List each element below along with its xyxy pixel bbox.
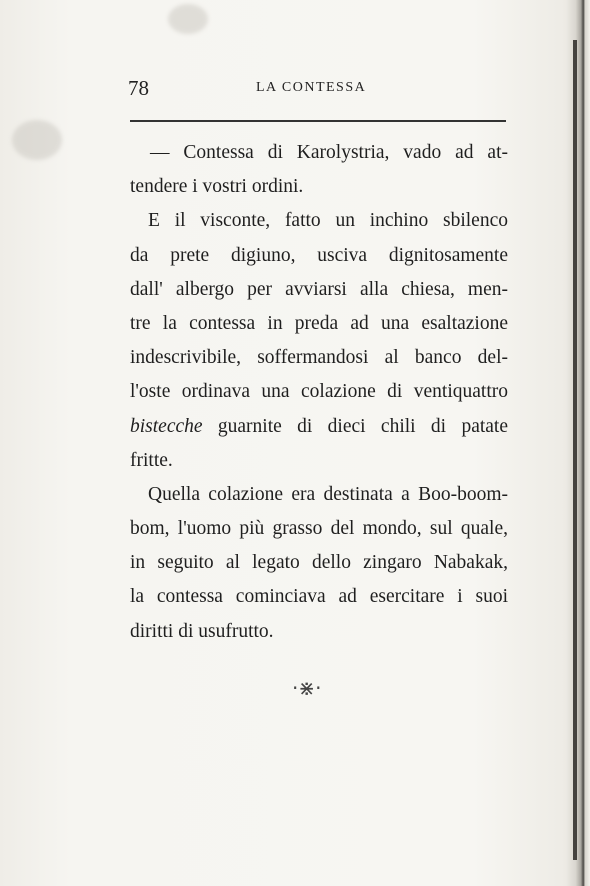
text-line: — Contessa di Karolystria, vado ad at- <box>150 142 508 163</box>
text-line: diritti di usufrutto. <box>130 620 274 642</box>
page-number: 78 <box>128 76 149 100</box>
text-line: da prete digiuno, usciva dignitosamente <box>130 244 508 266</box>
text-line: la contessa cominciava ad esercitare i suoi <box>130 586 508 608</box>
text-line: Quella colazione era destinata a Boo-boom- <box>148 483 508 505</box>
binding-edge <box>573 40 577 860</box>
text-line: tre la contessa in preda ad una esaltazione <box>130 312 508 334</box>
text-line: fritte. <box>130 449 173 471</box>
italic-word: bistecche <box>130 415 203 437</box>
section-ornament: ·⋇· <box>292 676 322 700</box>
body-text <box>130 136 508 649</box>
paper-smudge <box>168 4 208 34</box>
text-line: dall' albergo per avviarsi alla chiesa, men- <box>130 278 508 300</box>
text-line: in seguito al legato dello zingaro Nabakak, <box>130 552 508 574</box>
page-header <box>128 72 506 104</box>
page-edge-shadow <box>566 0 590 886</box>
text-line: l'oste ordinava una colazione di ventiquattro <box>130 381 508 403</box>
text-line: bom, l'uomo più grasso del mondo, sul quale, <box>130 518 508 540</box>
text-line: E il visconte, fatto un inchino sbilenco <box>148 210 508 232</box>
text-line-with-italic <box>130 410 508 444</box>
paper-smudge <box>12 120 62 160</box>
header-rule <box>130 120 506 122</box>
text-line: indescrivibile, soffermandosi al banco del- <box>130 347 508 369</box>
text-segment: guarnite di dieci chili di patate <box>217 415 508 437</box>
running-head: LA CONTESSA <box>256 80 367 95</box>
text-line: tendere i vostri ordini. <box>130 176 304 198</box>
